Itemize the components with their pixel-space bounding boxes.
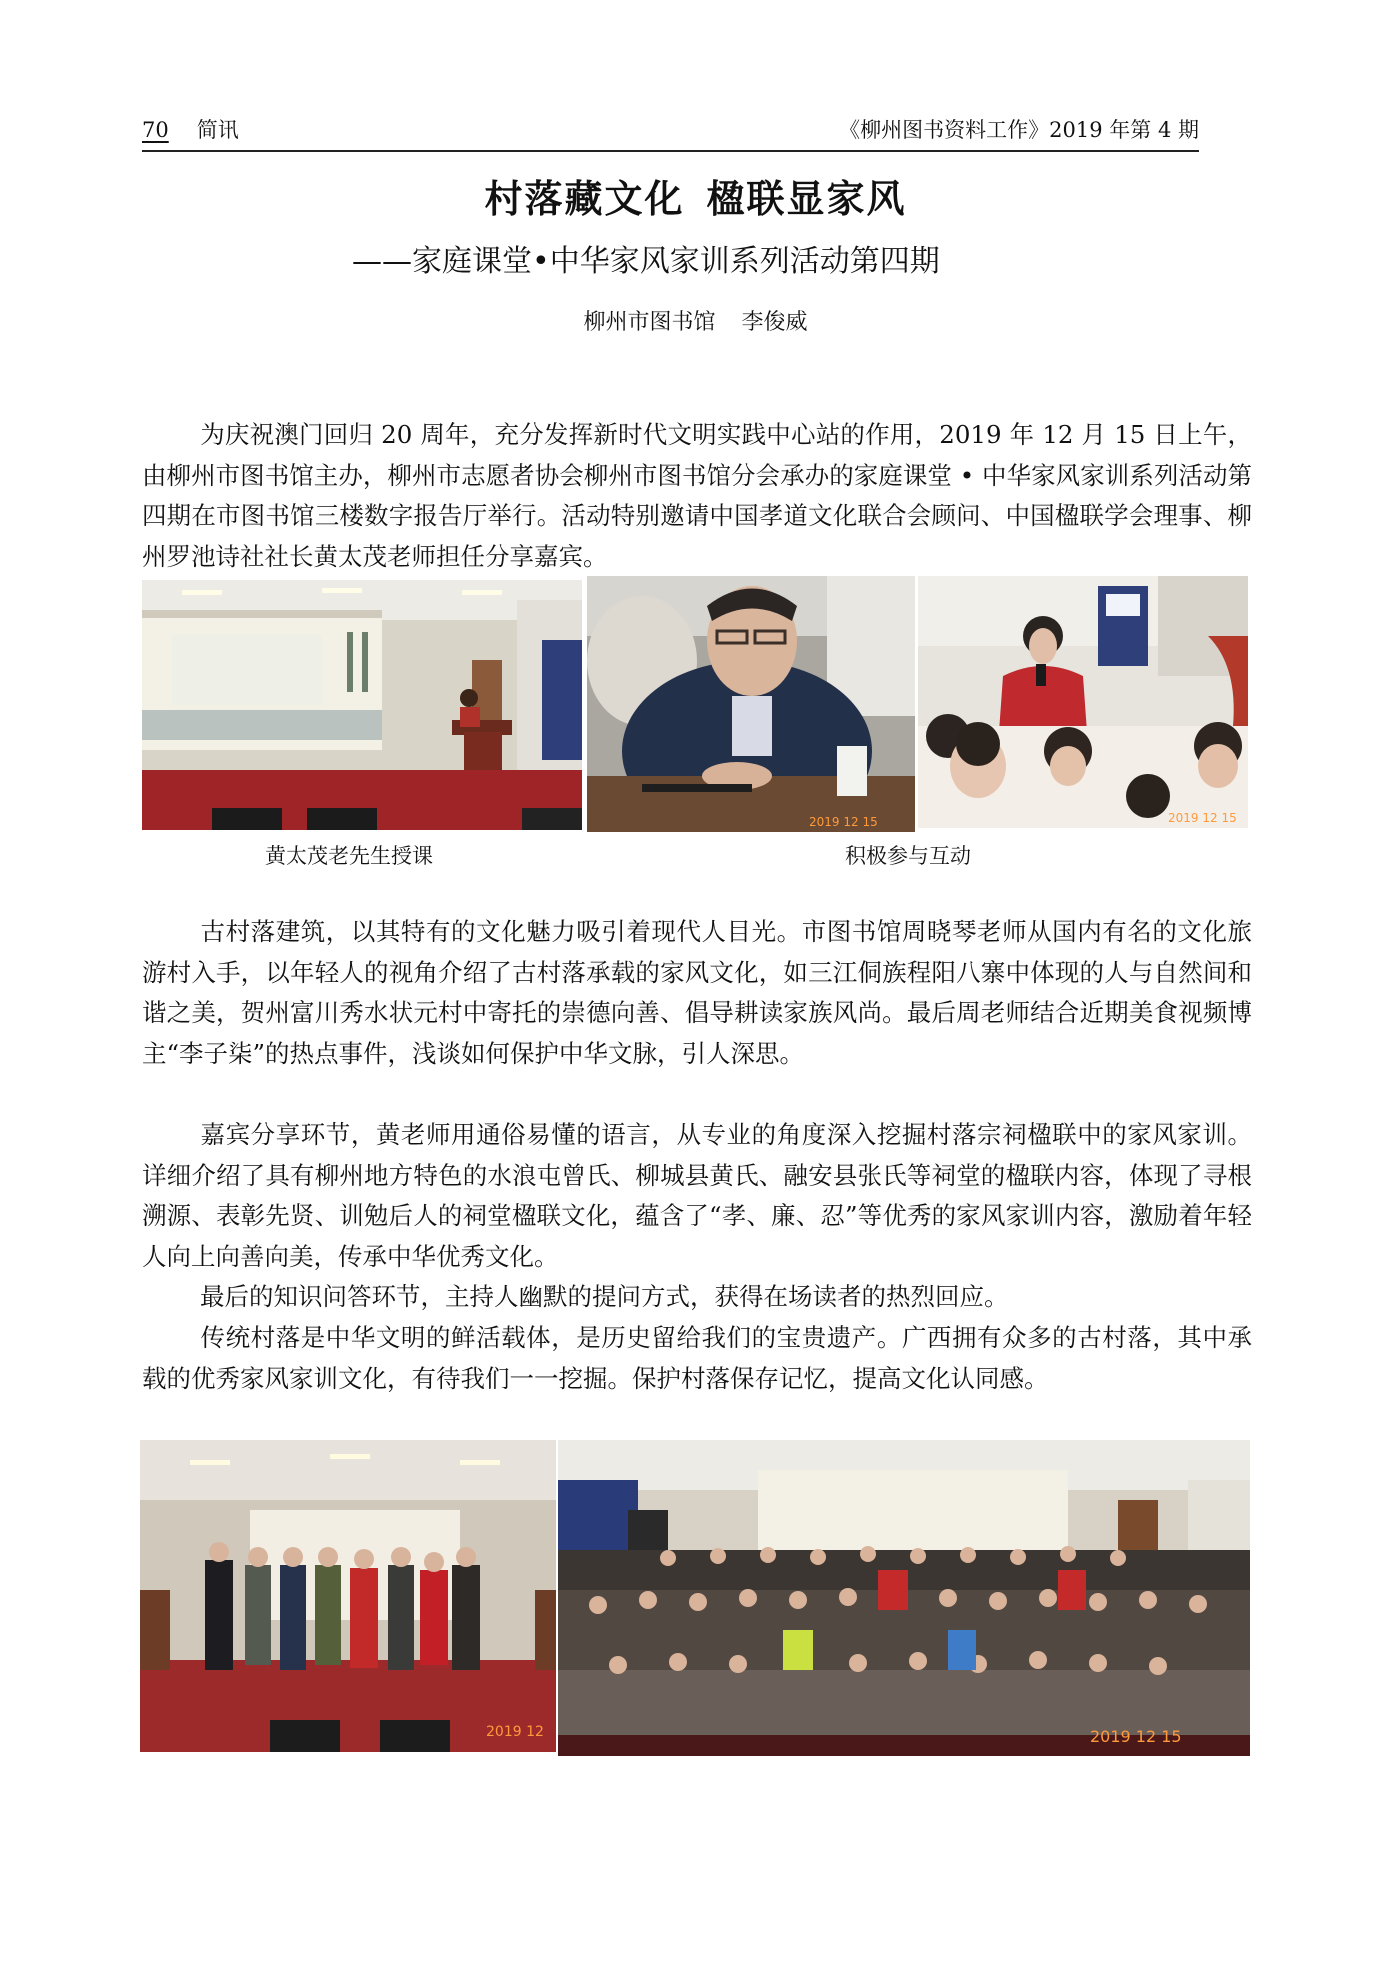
paragraph-2-text: 古村落建筑，以其特有的文化魅力吸引着现代人目光。市图书馆周晓琴老师从国内有名的文化旅游村入手，以年轻人的视角介绍了古村落承载的家风文化，如三江侗族程阳八寨中体现的人与自然间和谐之美，贺州富川秀水状元村中寄托的崇德向善、倡导耕读家族风尚。最后周老师结合近期美食视频博主“李子柒”的热点事件，浅谈如何保护中华文脉，引人深思。 (142, 917, 1252, 1068)
paragraph-4-text: 最后的知识问答环节，主持人幽默的提问方式，获得在场读者的热烈回应。 (200, 1282, 1009, 1311)
paragraph-3 (142, 1115, 1252, 1277)
paragraph-5 (142, 1318, 1252, 1399)
page-number: 70 (142, 118, 169, 142)
paragraph-4 (142, 1277, 1252, 1318)
byline (0, 305, 1391, 336)
photo-date-stamp-2: 2019 12 15 (809, 815, 878, 829)
journal-title: 《柳州图书资料工作》2019 年第 4 期 (839, 118, 1199, 142)
caption-lecture: 黄太茂老先生授课 (265, 844, 433, 868)
paragraph-2 (142, 912, 1252, 1074)
photo-audience-interaction (918, 576, 1248, 828)
article-title-part2: 楹联显家风 (706, 177, 907, 221)
photo-lecture-hall (142, 580, 582, 830)
photo-date-stamp-4: 2019 12 (486, 1724, 544, 1740)
author-name: 李俊威 (741, 310, 808, 335)
photo-date-stamp-3: 2019 12 15 (1168, 811, 1237, 825)
paragraph-1 (142, 415, 1252, 577)
article-subtitle: ——家庭课堂•中华家风家训系列活动第四期 (352, 244, 940, 279)
photo-group-speakers (140, 1440, 556, 1752)
paragraph-1-text: 为庆祝澳门回归 20 周年，充分发挥新时代文明实践中心站的作用，2019 年 12 月 15 日上午，由柳州市图书馆主办，柳州市志愿者协会柳州市图书馆分会承办的家庭课堂 • 中华家风家训系列活动第四期在市图书馆三楼数字报告厅举行。活动特别邀请中国孝道文化联合会顾问、中国楹联学会理事、柳州罗池诗社社长黄太茂老师担任分享嘉宾。 (142, 420, 1252, 571)
header-left (142, 114, 239, 144)
photo-date-stamp-5: 2019 12 15 (1090, 1727, 1182, 1746)
paragraph-3-text: 嘉宾分享环节，黄老师用通俗易懂的语言，从专业的角度深入挖掘村落宗祠楹联中的家风家训。详细介绍了具有柳州地方特色的水浪屯曾氏、柳城县黄氏、融安县张氏等祠堂的楹联内容，体现了寻根溯源、表彰先贤、训勉后人的祠堂楹联文化，蕴含了“孝、廉、忍”等优秀的家风家训内容，激励着年轻人向上向善向美，传承中华优秀文化。 (142, 1120, 1252, 1271)
section-label: 简讯 (196, 118, 239, 142)
paragraph-5-text: 传统村落是中华文明的鲜活载体，是历史留给我们的宝贵遗产。广西拥有众多的古村落，其中承载的优秀家风家训文化，有待我们一一挖掘。保护村落保存记忆，提高文化认同感。 (142, 1323, 1252, 1393)
author-org: 柳州市图书馆 (583, 310, 716, 335)
article-title (0, 168, 1391, 223)
caption-interaction: 积极参与互动 (845, 844, 971, 868)
article-title-part1: 村落藏文化 (484, 177, 685, 221)
photo-speaker-portrait (587, 576, 915, 832)
photo-group-audience (558, 1440, 1250, 1756)
page-header (142, 114, 1199, 152)
